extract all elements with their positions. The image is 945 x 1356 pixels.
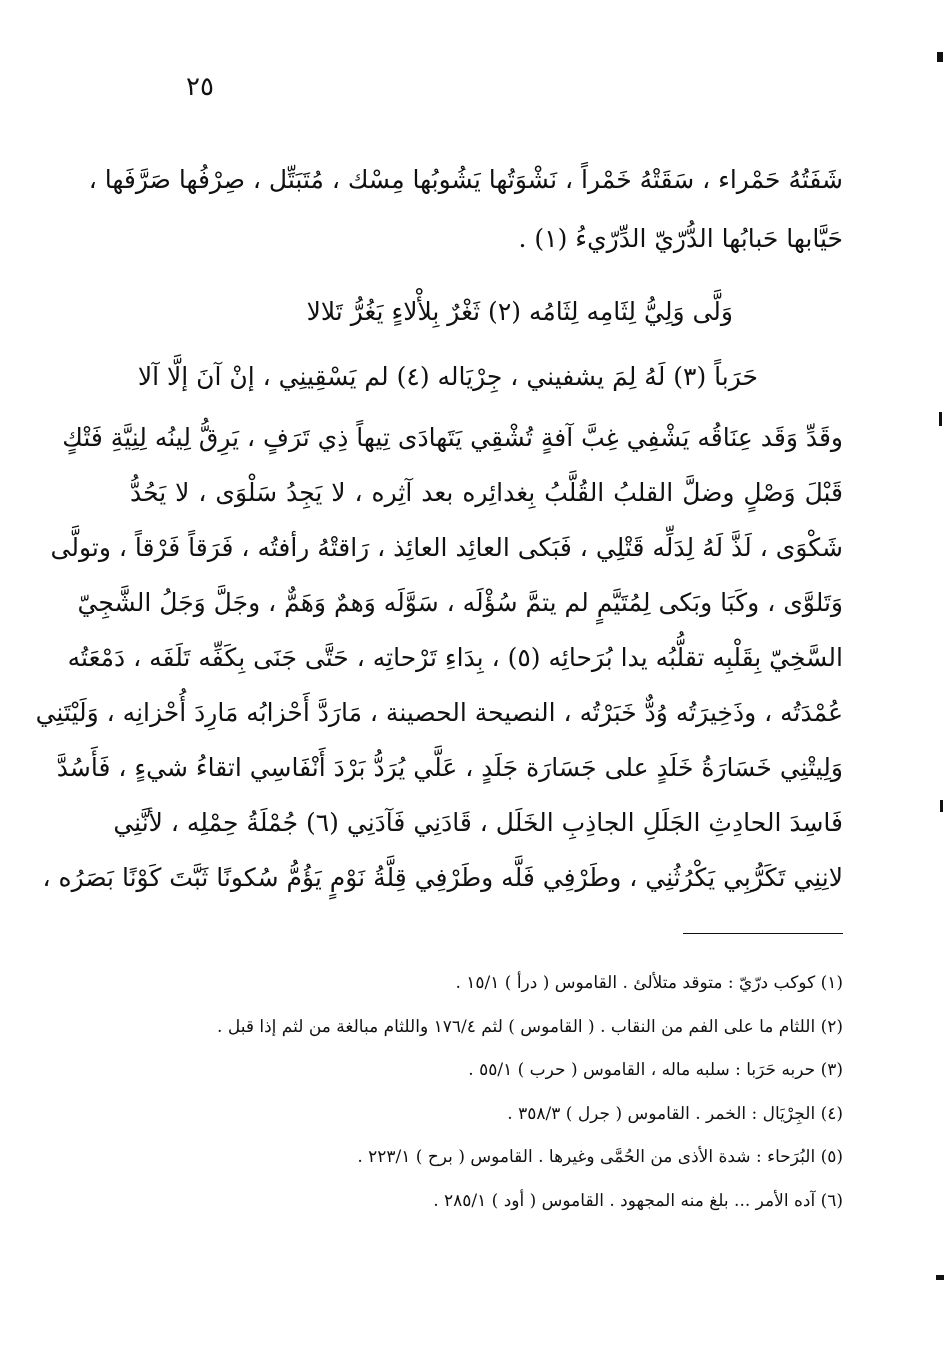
page-number: ٢٥ [186,72,214,102]
text-line: شَكْوَى ، لَذَّ لَهُ لِدَلِّه قَتْلِي ، فَبَكى العائِد العائِذ ، رَاقتْهُ رأفتُه ، فَرَقاً فَرْقاً ، وتولَّى [50,533,843,562]
footnote-1: (١) كوكب درّيّ : متوقد متلألئ . القاموس ( درأ ) ١٥/١ . [455,973,843,993]
footnote-separator [683,933,843,934]
body-text [35,150,843,910]
footnote-2: (٢) اللثام ما على الفم من النقاب . ( القاموس ) لثم ١٧٦/٤ واللثام مبالغة من لثم إذا قبل . [217,1016,843,1037]
footnote-6: (٦) آده الأمر ... بلغ منه المجهود . القاموس ( أود ) ٢٨٥/١ . [433,1190,843,1211]
verse-line: وَلَّى وَلِيُّ لِثَامِه لِثَامُه (٢) ثَغْرٌ بِلأْلاءٍ يَغُرُّ تَلالا [306,297,733,326]
text-line: وَلِيتْنِي خَسَارَةُ خَلَدٍ على جَسَارَة جَلَدٍ ، عَلَّي يُرَدُّ بَرْدَ أَنْفَاسِي اتقاءُ شيءٍ ، فَأَسُدَّ [56,753,843,782]
text-line: حَيَّابها حَبابُها الدُّرّيّ الدِّرّيءُ (١) . [518,224,843,253]
text-line: وَتَلوَّى ، وكَبَا وبَكى لِمُتَيَّمٍ لم يتمَّ سُؤْلَه ، سَوَّلَه وَهمٌ وَهَمٌّ ، وجَلَّ وَجَلُ الشَّجِيّ [77,588,843,617]
verse-line: حَرَباً (٣) لَهُ لِمَ يشفيني ، جِرْيَاله (٤) لم يَسْقِينِي ، إنْ آنَ إلَّا آلا [137,362,758,391]
text-line: فَاسِدَ الحادِثِ الجَلَلِ الجاذِبِ الخَلَل ، قَادَنِي فَآدَنِي (٦) جُمْلَةُ حِمْلِه ، لأنَّنِي [113,808,843,837]
footnote-3: (٣) حربه حَرَبا : سلبه ماله ، القاموس ( حرب ) ٥٥/١ . [468,1060,843,1080]
footnote-5: (٥) البُرَحاء : شدة الأذى من الحُمَّى وغيرها . القاموس ( برح ) ٢٢٣/١ . [357,1147,843,1167]
footnotes [150,962,843,1223]
scan-edge-mark [940,800,943,812]
footnote-4: (٤) الجِرْيَال : الخمر . القاموس ( جرل ) ٣٥٨/٣ . [507,1103,843,1124]
text-line: وقَدِّ وَقَد عِنَاقُه يَشْفِي غِبَّ آفةٍ تُشْقِي يَتَهادَى تِيهاً ذِي تَرَفٍ ، يَرِقُّ لِينُه لِنِيَّةِ فَتْكٍ [62,423,843,452]
text-line: قَبْلَ وَصْلٍ وضلَّ القلبُ القُلَّبُ بِغدائِره بعد آثِره ، لا يَجِدُ سَلْوَى ، لا يَحُدُّ [130,478,843,507]
text-line: شَفَتُهُ حَمْراء ، سَقَتْهُ خَمْراً ، نَشْوَتُها يَشُوبُها مِسْك ، مُتَبَتِّل ، صِرْفُها صَرَّفَها ، [88,165,843,194]
scan-edge-mark [937,52,943,62]
scan-edge-mark [936,1275,944,1280]
text-line: لانِنِي تَكَرُّبِي يَكْرُثُنِي ، وطَرْفِي فَلَّه وطَرْفِي قِلَّةُ نَوْمٍ يَؤُمُّ سُكونًا ثَبَّتَ كَوْنًا بَصَرُه ، [42,863,843,892]
text-line: السَّخِيّ بِقَلْبِه تقلُّبُه يدا بُرَحائِه (٥) ، بِدَاءِ تَرْحاتِه ، حَتَّى جَنَى بِكَفِّه تَلَفَه ، دَمْعَتُه [67,643,843,672]
text-line: عُمْدَتُه ، وذَخِيرَتُه وُدٌّ خَبَرْتُه ، النصيحة الحصينة ، مَارَدَّ أَحْزابُه مَارِدَ أُحْزانِه ، وَلَيْتَنِي [35,698,843,727]
scan-edge-mark [939,412,942,426]
